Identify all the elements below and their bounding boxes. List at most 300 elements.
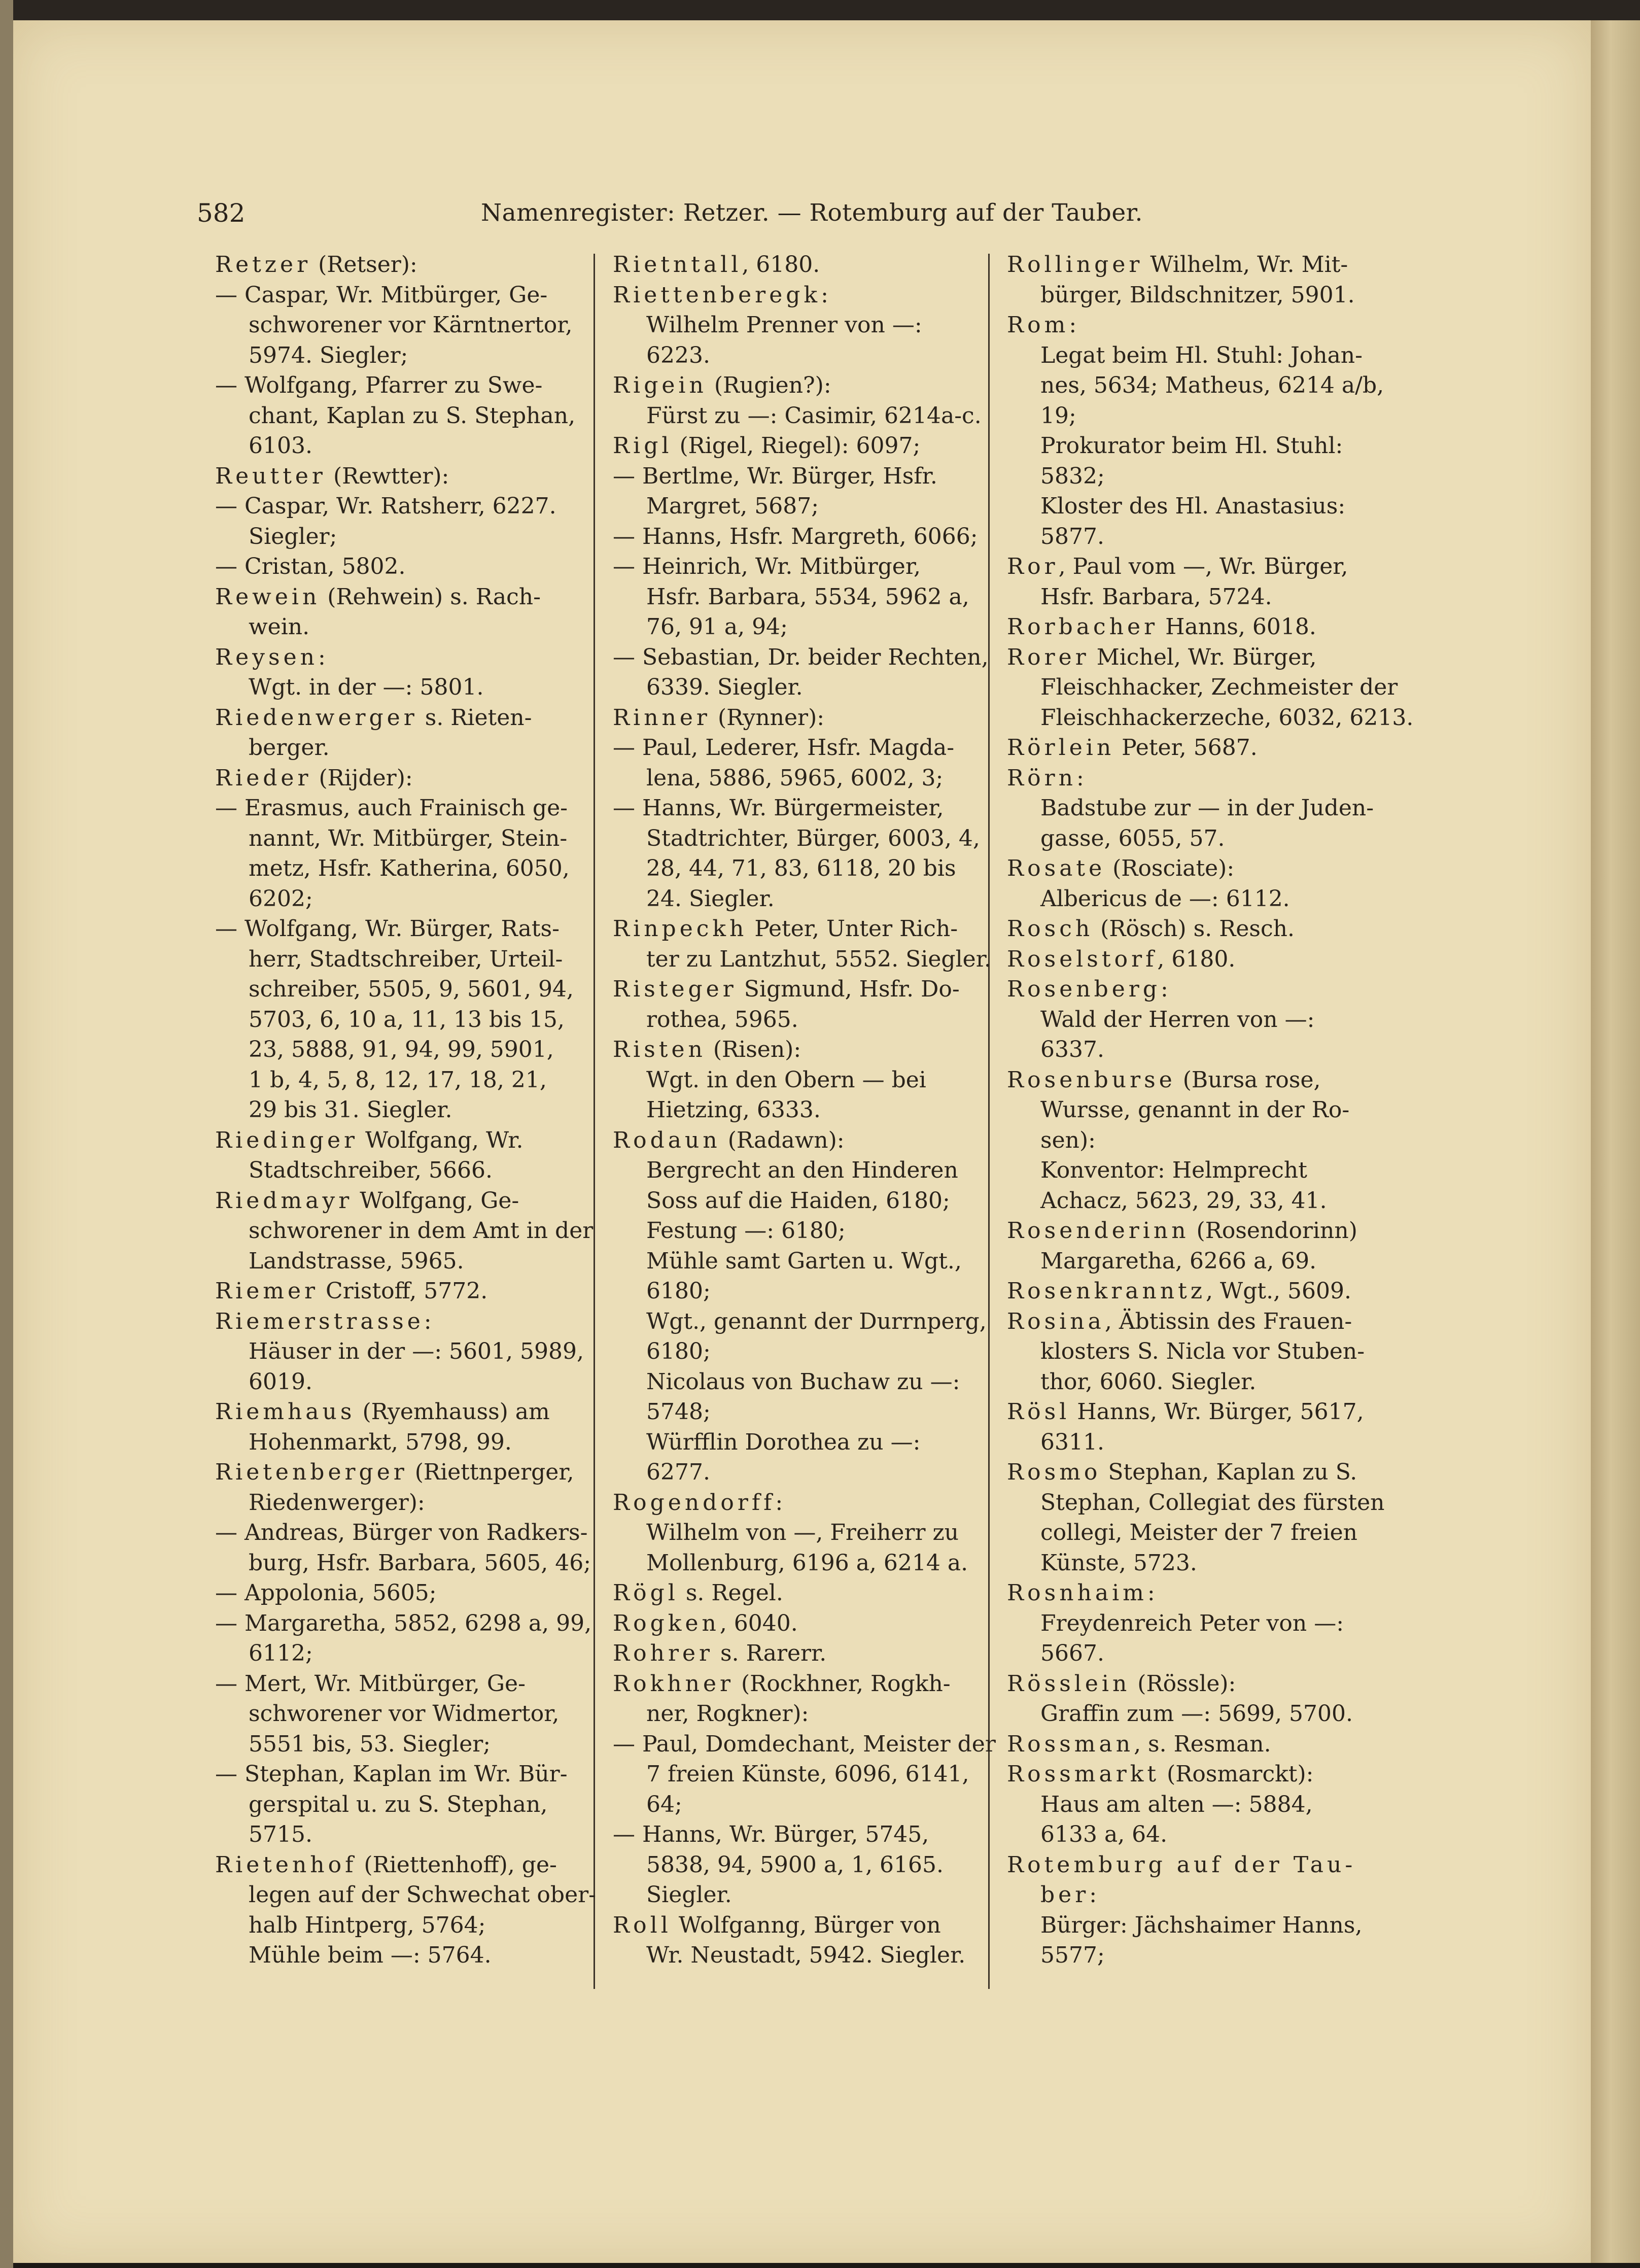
entry-text: Hanns, 6018. — [1158, 614, 1316, 640]
entry-text: — Paul, Lederer, Hsfr. Magda- — [613, 735, 955, 761]
entry-text: , Paul vom —, Wr. Bürger, — [1058, 554, 1348, 579]
index-line — [613, 703, 968, 733]
index-line — [613, 1186, 968, 1216]
entry-text: (Rigel, Riegel): 6097; — [672, 433, 921, 459]
entry-lemma: Rögl — [613, 1580, 679, 1606]
entry-text: : — [775, 1489, 783, 1516]
entry-lemma: Riemerstrasse — [215, 1308, 424, 1334]
page-number: 582 — [197, 198, 246, 228]
entry-text: — Stephan, Kaplan im Wr. Bür- — [215, 1761, 568, 1787]
entry-lemma: Rorer — [1007, 644, 1090, 670]
index-line — [1007, 340, 1367, 371]
entry-lemma: Rossman — [1007, 1731, 1134, 1757]
index-line — [1007, 1005, 1367, 1035]
entry-text: herr, Stadtschreiber, Urteil- — [249, 946, 563, 972]
index-line — [613, 1397, 968, 1427]
index-column-1 — [215, 250, 597, 1971]
entry-text: (Riettenhoff), ge- — [357, 1851, 557, 1878]
page-edge-strip — [1591, 20, 1640, 2263]
entry-text: — Hanns, Wr. Bürgermeister, — [613, 795, 944, 821]
entry-text: Häuser in der —: 5601, 5989, — [249, 1338, 584, 1364]
index-line — [215, 1638, 570, 1669]
index-line — [215, 1065, 570, 1095]
entry-lemma: Rokhner — [613, 1670, 735, 1697]
entry-text: Siegler. — [646, 1882, 732, 1908]
index-line — [215, 1216, 594, 1246]
index-line — [613, 1729, 996, 1760]
index-line — [215, 642, 570, 673]
entry-text: nannt, Wr. Mitbürger, Stein- — [249, 825, 568, 851]
entry-text: Fürst zu —: Casimir, 6214a-c. — [646, 402, 982, 429]
index-line — [613, 552, 968, 582]
index-line — [613, 1578, 968, 1608]
index-line — [215, 370, 570, 401]
index-line — [613, 1095, 968, 1125]
entry-lemma: Rom — [1007, 312, 1069, 338]
index-line — [1007, 703, 1414, 733]
index-line — [613, 1457, 968, 1488]
entry-text: 19; — [1040, 402, 1076, 429]
entry-text: (Rehwein) s. Rach- — [320, 583, 541, 610]
entry-text: Wolfganng, Bürger von — [671, 1912, 941, 1938]
index-line — [1007, 250, 1367, 280]
index-line — [215, 1699, 570, 1729]
entry-lemma: Rogendorff — [613, 1489, 776, 1516]
entry-lemma: Rörlein — [1007, 735, 1115, 761]
entry-text: (Rockhner, Rogkh- — [734, 1670, 951, 1697]
entry-text: : — [1076, 765, 1084, 791]
index-line — [1007, 1065, 1367, 1095]
entry-text: 5877. — [1040, 523, 1104, 549]
entry-text: — Margaretha, 5852, 6298 a, 99, — [215, 1610, 592, 1636]
entry-text: Mollenburg, 6196 a, 6214 a. — [646, 1550, 968, 1576]
index-line — [613, 1125, 968, 1156]
index-line — [215, 672, 570, 703]
entry-text: (Rynner): — [710, 704, 825, 731]
entry-text: Fleischhackerzeche, 6032, 6213. — [1040, 704, 1414, 731]
index-line — [215, 853, 570, 884]
index-line — [215, 1910, 570, 1941]
index-line — [215, 340, 570, 371]
index-line — [215, 1307, 570, 1337]
entry-text: , 6180. — [1157, 946, 1236, 972]
index-line — [215, 763, 570, 794]
index-line — [215, 1669, 570, 1699]
entry-text: Cristoff, 5772. — [319, 1278, 488, 1304]
index-line — [613, 853, 968, 884]
index-line — [215, 491, 570, 522]
index-line — [215, 1729, 570, 1760]
entry-text: klosters S. Nicla vor Stuben- — [1040, 1338, 1365, 1364]
index-line — [613, 612, 968, 642]
index-line — [215, 552, 570, 582]
index-line — [1007, 1427, 1367, 1458]
index-line — [215, 703, 570, 733]
entry-text: Stephan, Kaplan zu S. — [1101, 1459, 1357, 1485]
index-line — [1007, 1186, 1367, 1216]
index-line — [1007, 1910, 1367, 1941]
index-line — [1007, 884, 1367, 914]
index-line — [1007, 1669, 1367, 1699]
index-line — [1007, 672, 1398, 703]
entry-text: Hsfr. Barbara, 5724. — [1040, 583, 1272, 610]
entry-text: Legat beim Hl. Stuhl: Johan- — [1040, 342, 1363, 368]
entry-text: Sigmund, Hsfr. Do- — [737, 976, 960, 1002]
index-line — [1007, 853, 1367, 884]
index-line — [1007, 1336, 1367, 1367]
index-line — [613, 1850, 968, 1880]
index-line — [1007, 1246, 1367, 1277]
index-line — [215, 612, 570, 642]
index-line — [1007, 1940, 1367, 1971]
index-line — [613, 1276, 968, 1307]
entry-text: Wr. Neustadt, 5942. Siegler. — [646, 1942, 966, 1968]
index-line — [613, 1307, 987, 1337]
entry-lemma: Rollinger — [1007, 252, 1143, 278]
index-line — [1007, 974, 1367, 1005]
index-line — [1007, 823, 1367, 854]
entry-text: 5748; — [646, 1399, 711, 1425]
entry-lemma: Riettenberegk — [613, 282, 821, 308]
entry-text: : — [1147, 1580, 1155, 1606]
entry-lemma: Roll — [613, 1912, 672, 1938]
index-line — [1007, 1125, 1367, 1156]
entry-text: — Andreas, Bürger von Radkers- — [215, 1520, 588, 1545]
index-line — [215, 1488, 570, 1518]
entry-text: Siegler; — [249, 523, 337, 549]
index-line — [613, 1518, 968, 1548]
entry-text: gerspital u. zu S. Stephan, — [249, 1791, 548, 1817]
index-line — [613, 914, 968, 944]
entry-text: (Rosendorinn) — [1189, 1218, 1357, 1244]
entry-lemma: Rodaun — [613, 1127, 721, 1153]
index-line — [613, 793, 968, 823]
index-line — [215, 1125, 570, 1156]
index-line — [215, 1186, 570, 1216]
index-line — [215, 733, 570, 763]
entry-text: 5832; — [1040, 463, 1105, 489]
entry-lemma: Rösl — [1007, 1399, 1070, 1425]
entry-text: (Rössle): — [1130, 1670, 1236, 1697]
index-line — [1007, 1488, 1385, 1518]
index-line — [215, 582, 570, 612]
index-line — [215, 461, 570, 492]
entry-lemma: Rohrer — [613, 1640, 714, 1666]
index-line — [1007, 1729, 1367, 1760]
index-line — [613, 522, 978, 552]
entry-text: Stadtrichter, Bürger, 6003, 4, — [646, 825, 980, 851]
entry-text: — Sebastian, Dr. beider Rechten, — [613, 644, 989, 670]
entry-text: — Caspar, Wr. Mitbürger, Ge- — [215, 282, 548, 308]
index-line — [1007, 944, 1367, 975]
index-line — [215, 1578, 570, 1608]
index-line — [215, 1427, 570, 1458]
entry-text: — Heinrich, Wr. Mitbürger, — [613, 554, 921, 579]
index-line — [1007, 461, 1367, 492]
index-line — [1007, 914, 1367, 944]
entry-text: Würfflin Dorothea zu —: — [646, 1429, 921, 1455]
scan-border-top — [0, 0, 1640, 20]
entry-lemma: Rosenderinn — [1007, 1218, 1190, 1244]
entry-text: Peter, Unter Rich- — [747, 916, 958, 942]
index-line — [1007, 552, 1367, 582]
entry-text: — Hanns, Wr. Bürger, 5745, — [613, 1822, 929, 1847]
entry-text: Festung —: 6180; — [646, 1218, 846, 1244]
index-line — [215, 1940, 570, 1971]
index-line — [1007, 1035, 1367, 1065]
entry-lemma: Rietenhof — [215, 1851, 357, 1878]
index-line — [215, 974, 574, 1005]
entry-text: Hietzing, 6333. — [646, 1097, 821, 1123]
entry-lemma: Rosnhaim — [1007, 1580, 1147, 1606]
entry-text: Landstrasse, 5965. — [249, 1248, 464, 1274]
index-line — [215, 944, 570, 975]
entry-lemma: Rörn — [1007, 765, 1076, 791]
entry-text: — Paul, Domdechant, Meister der — [613, 1731, 996, 1757]
entry-text: : — [424, 1308, 432, 1334]
index-line — [613, 1488, 968, 1518]
index-line — [215, 1367, 570, 1397]
index-line — [215, 914, 570, 944]
index-line — [1007, 1367, 1367, 1397]
index-line — [1007, 1276, 1367, 1307]
entry-text: 28, 44, 71, 83, 6118, 20 bis — [646, 855, 956, 881]
entry-lemma: Rosenberg — [1007, 976, 1161, 1002]
index-line — [1007, 642, 1367, 673]
entry-text: (Radawn): — [720, 1127, 845, 1153]
column-rule-1 — [594, 254, 595, 1989]
entry-text: schworener in dem Amt in der — [249, 1218, 594, 1244]
index-line — [613, 340, 968, 371]
index-line — [1007, 431, 1367, 461]
index-line — [215, 884, 570, 914]
entry-text: Margret, 5687; — [646, 493, 819, 519]
entry-text: Margaretha, 6266 a, 69. — [1040, 1248, 1317, 1274]
index-line — [613, 1940, 968, 1971]
entry-text: — Hanns, Hsfr. Margreth, 6066; — [613, 523, 978, 549]
entry-text: , Äbtissin des Frauen- — [1104, 1308, 1352, 1334]
index-line — [613, 1669, 968, 1699]
entry-text: Badstube zur — in der Juden- — [1040, 795, 1374, 821]
index-line — [1007, 1457, 1367, 1488]
index-line — [215, 1035, 570, 1065]
entry-text: Wolfgang, Wr. — [358, 1127, 524, 1153]
entry-lemma: Rosenburse — [1007, 1067, 1176, 1093]
entry-text: 5974. Siegler; — [249, 342, 408, 368]
entry-text: Wolfgang, Ge- — [353, 1187, 519, 1214]
index-line — [613, 823, 980, 854]
entry-text: — Wolfgang, Wr. Bürger, Rats- — [215, 916, 560, 942]
index-line — [613, 1819, 968, 1850]
index-line — [1007, 491, 1367, 522]
entry-text: Bürger: Jächshaimer Hanns, — [1040, 1912, 1363, 1938]
entry-text: — Wolfgang, Pfarrer zu Swe- — [215, 372, 543, 398]
entry-text: — Mert, Wr. Mitbürger, Ge- — [215, 1670, 526, 1697]
entry-text: (Rijder): — [311, 765, 413, 791]
index-line — [613, 1246, 968, 1277]
entry-text: lena, 5886, 5965, 6002, 3; — [646, 765, 944, 791]
index-line — [1007, 1819, 1367, 1850]
entry-text: Graffin zum —: 5699, 5700. — [1040, 1701, 1353, 1727]
entry-text: s. Regel. — [678, 1580, 783, 1606]
page-header — [197, 193, 1414, 233]
index-line — [215, 1548, 591, 1578]
entry-text: 6337. — [1040, 1037, 1104, 1062]
entry-text: Riedenwerger): — [249, 1489, 425, 1516]
entry-lemma: Rietenberger — [215, 1459, 408, 1485]
index-line — [613, 884, 968, 914]
index-line — [1007, 582, 1367, 612]
index-line — [1007, 1095, 1367, 1125]
entry-lemma: Rigl — [613, 433, 673, 459]
entry-text: Wald der Herren von —: — [1040, 1006, 1315, 1033]
index-line — [613, 280, 968, 311]
entry-text: 5838, 94, 5900 a, 1, 6165. — [646, 1851, 944, 1878]
index-line — [215, 280, 570, 311]
entry-text: 64; — [646, 1791, 682, 1817]
scan-border-left — [0, 0, 13, 2268]
entry-text: burg, Hsfr. Barbara, 5605, 46; — [249, 1550, 591, 1576]
entry-text: 1 b, 4, 5, 8, 12, 17, 18, 21, — [249, 1067, 547, 1093]
entry-text: berger. — [249, 735, 330, 761]
entry-lemma: Roselstorf — [1007, 946, 1158, 972]
entry-text: (Retser): — [311, 252, 417, 278]
entry-text: Soss auf die Haiden, 6180; — [646, 1187, 950, 1214]
entry-text: Wgt., genannt der Durrnperg, — [646, 1308, 987, 1334]
entry-text: Mühle samt Garten u. Wgt., — [646, 1248, 962, 1274]
entry-text: 5667. — [1040, 1640, 1104, 1666]
index-line — [613, 370, 968, 401]
index-line — [1007, 522, 1367, 552]
entry-text: Wilhelm von —, Freiherr zu — [646, 1520, 959, 1545]
index-line — [613, 1155, 968, 1186]
index-line — [1007, 1548, 1367, 1578]
entry-text: ter zu Lantzhut, 5552. Siegler. — [646, 946, 991, 972]
entry-text: 29 bis 31. Siegler. — [249, 1097, 452, 1123]
index-line — [613, 250, 968, 280]
entry-text: 5577; — [1040, 1942, 1105, 1968]
entry-text: : — [1069, 312, 1077, 338]
entry-lemma: Reysen — [215, 644, 318, 670]
entry-text: : — [318, 644, 326, 670]
index-line — [613, 461, 968, 492]
index-line — [215, 1759, 570, 1790]
index-line — [215, 1790, 570, 1820]
entry-text: 6112; — [249, 1640, 313, 1666]
entry-text: 6339. Siegler. — [646, 674, 803, 700]
entry-text: s. Rarerr. — [713, 1640, 827, 1666]
index-line — [1007, 1699, 1367, 1729]
entry-text: 5703, 6, 10 a, 11, 13 bis 15, — [249, 1006, 565, 1033]
entry-text: (Rugien?): — [707, 372, 831, 398]
index-line — [613, 1880, 968, 1910]
index-line — [613, 763, 968, 794]
index-line — [1007, 310, 1367, 340]
entry-lemma: Rorbacher — [1007, 614, 1159, 640]
entry-lemma: Rietntall — [613, 252, 742, 278]
entry-lemma: Riemer — [215, 1278, 319, 1304]
index-line — [215, 1819, 570, 1850]
index-line — [1007, 280, 1367, 311]
running-title: Namenregister: Retzer. — Rotemburg auf der Tauber. — [481, 199, 1143, 227]
entry-text: 6223. — [646, 342, 710, 368]
index-line — [215, 1518, 588, 1548]
entry-text: 23, 5888, 91, 94, 99, 5901, — [249, 1037, 554, 1062]
entry-text: Mühle beim —: 5764. — [249, 1942, 492, 1968]
index-line — [613, 1790, 968, 1820]
index-line — [613, 582, 968, 612]
entry-text: 76, 91 a, 94; — [646, 614, 788, 640]
entry-text: (Rösch) s. Resch. — [1093, 916, 1295, 942]
entry-lemma: Rogken — [613, 1610, 720, 1636]
index-line — [613, 1548, 968, 1578]
entry-lemma: Rinpeckh — [613, 916, 748, 942]
entry-text: (Rewtter): — [326, 463, 449, 489]
entry-text: Konventor: Helmprecht — [1040, 1157, 1307, 1183]
entry-text: Wilhelm, Wr. Mit- — [1143, 252, 1348, 278]
entry-text: collegi, Meister der 7 freien — [1040, 1520, 1358, 1545]
index-line — [1007, 1216, 1367, 1246]
index-line — [215, 1276, 570, 1307]
index-line — [613, 1216, 968, 1246]
entry-text: Achacz, 5623, 29, 33, 41. — [1040, 1187, 1327, 1214]
entry-text: sen): — [1040, 1127, 1096, 1153]
index-line — [613, 672, 968, 703]
entry-text: 6311. — [1040, 1429, 1104, 1455]
index-line — [215, 250, 570, 280]
entry-text: wein. — [249, 614, 310, 640]
index-line — [613, 491, 968, 522]
entry-text: Wursse, genannt in der Ro- — [1040, 1097, 1350, 1123]
index-line — [613, 1759, 968, 1790]
index-line — [1007, 733, 1367, 763]
entry-text: s. Rieten- — [417, 704, 532, 731]
entry-text: ner, Rogkner): — [646, 1701, 809, 1727]
entry-lemma: Rieder — [215, 765, 312, 791]
entry-lemma: Rosmo — [1007, 1459, 1101, 1485]
index-line — [215, 1880, 597, 1910]
entry-text: , 6180. — [742, 252, 820, 278]
index-line — [215, 522, 570, 552]
column-rule-2 — [988, 254, 990, 1989]
entry-text: Wgt. in den Obern — bei — [646, 1067, 926, 1093]
entry-text: 6180; — [646, 1338, 711, 1364]
entry-text: rothea, 5965. — [646, 1006, 798, 1033]
index-line — [1007, 1518, 1367, 1548]
entry-lemma: ber — [1040, 1882, 1090, 1908]
entry-lemma: Rosina — [1007, 1308, 1105, 1334]
entry-text: halb Hintperg, 5764; — [249, 1912, 486, 1938]
entry-text: : — [1160, 976, 1168, 1002]
index-line — [1007, 1397, 1367, 1427]
entry-text: — Erasmus, auch Frainisch ge- — [215, 795, 568, 821]
entry-text: Stadtschreiber, 5666. — [249, 1157, 493, 1183]
entry-text: nes, 5634; Matheus, 6214 a/b, — [1040, 372, 1384, 398]
index-line — [1007, 1790, 1367, 1820]
entry-text: , 6040. — [719, 1610, 798, 1636]
entry-text: Prokurator beim Hl. Stuhl: — [1040, 433, 1343, 459]
entry-text: 6133 a, 64. — [1040, 1822, 1168, 1847]
entry-text: Nicolaus von Buchaw zu —: — [646, 1368, 960, 1395]
entry-lemma: Ror — [1007, 554, 1059, 579]
index-line — [613, 1035, 968, 1065]
entry-text: Wilhelm Prenner von —: — [646, 312, 922, 338]
entry-text: 6103. — [249, 433, 312, 459]
entry-text: 6019. — [249, 1368, 312, 1395]
index-line — [613, 1608, 968, 1639]
entry-lemma: Rotemburg auf der Tau- — [1007, 1851, 1356, 1878]
entry-lemma: Risten — [613, 1037, 706, 1062]
